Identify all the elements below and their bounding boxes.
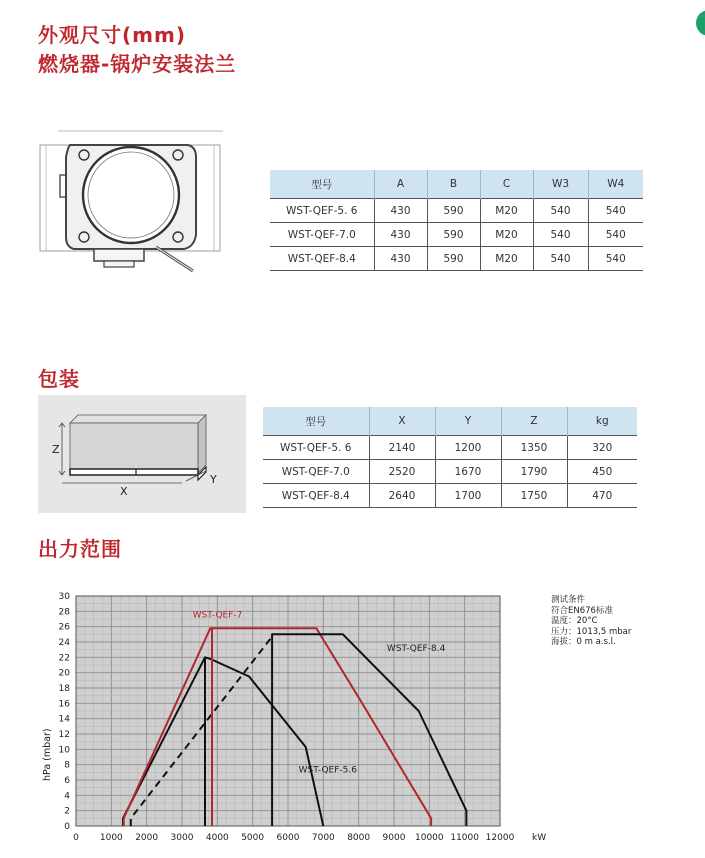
x-tick-label: 8000: [347, 833, 371, 843]
y-tick-label: 18: [58, 684, 70, 694]
col-header-z: Z: [501, 407, 567, 436]
x-tick-label: 9000: [382, 833, 406, 843]
y-tick-label: 24: [58, 638, 70, 648]
dimensions-table: [270, 170, 643, 271]
col-header-model: 型号: [270, 170, 374, 199]
packaging-crate-drawing: [38, 395, 246, 513]
table-cell: WST-QEF-8.4: [263, 484, 369, 508]
table-header-row: [263, 407, 637, 436]
table-cell: 590: [427, 247, 480, 271]
series-label: WST-QEF-5.6: [298, 765, 357, 776]
x-tick-label: 3000: [170, 833, 194, 843]
table-cell: 470: [567, 484, 637, 508]
table-cell: M20: [480, 199, 533, 223]
series-label: WST-QEF-7: [192, 610, 243, 621]
table-cell: WST-QEF-7.0: [263, 460, 369, 484]
table-cell: 2140: [369, 436, 435, 460]
dimension-label-x: X: [120, 485, 128, 498]
x-tick-label: 11000: [450, 833, 479, 843]
y-tick-label: 8: [64, 760, 70, 771]
col-header-kg: kg: [567, 407, 637, 436]
table-cell: 1670: [435, 460, 501, 484]
table-cell: 540: [588, 223, 643, 247]
y-tick-label: 12: [58, 730, 70, 740]
y-tick-label: 30: [58, 592, 70, 602]
col-header-model: 型号: [263, 407, 369, 436]
table-cell: 430: [374, 223, 427, 247]
test-condition-line: 温度：20°C: [551, 616, 598, 626]
col-header-x: X: [369, 407, 435, 436]
x-axis-label: kW: [532, 833, 547, 843]
table-row: [263, 460, 637, 484]
y-tick-label: 20: [58, 668, 70, 679]
output-range-chart: [0, 580, 560, 858]
y-tick-label: 10: [58, 745, 70, 756]
x-tick-label: 4000: [205, 833, 229, 843]
table-cell: 1790: [501, 460, 567, 484]
col-header-y: Y: [435, 407, 501, 436]
table-cell: 540: [588, 199, 643, 223]
table-cell: 1750: [501, 484, 567, 508]
table-cell: 2520: [369, 460, 435, 484]
table-cell: M20: [480, 223, 533, 247]
series-label: WST-QEF-8.4: [386, 644, 446, 655]
table-cell: WST-QEF-8.4: [270, 247, 374, 271]
x-tick-label: 2000: [135, 833, 159, 843]
table-cell: 1200: [435, 436, 501, 460]
table-row: [263, 484, 637, 508]
x-tick-label: 12000: [485, 833, 515, 843]
test-condition-line: 压力：1013,5 mbar: [551, 626, 632, 637]
dimensions-title: 外观尺寸(mm): [38, 23, 186, 47]
table-cell: 2640: [369, 484, 435, 508]
x-tick-label: 0: [73, 833, 79, 843]
x-tick-label: 7000: [311, 833, 335, 843]
y-tick-label: 6: [64, 776, 70, 786]
y-tick-label: 4: [64, 791, 70, 802]
col-header-a: A: [374, 170, 427, 199]
packaging-table: [263, 407, 637, 508]
table-row: [263, 436, 637, 460]
table-row: [270, 223, 643, 247]
table-cell: WST-QEF-5. 6: [263, 436, 369, 460]
y-tick-label: 26: [58, 622, 70, 633]
col-header-b: B: [427, 170, 480, 199]
y-tick-label: 0: [64, 822, 70, 832]
x-tick-label: 5000: [241, 833, 265, 843]
y-axis-label: hPa (mbar): [42, 728, 53, 781]
test-condition-line: 测试条件: [551, 595, 586, 605]
table-header-row: [270, 170, 643, 199]
dimension-label-z: Z: [52, 443, 60, 456]
table-cell: 540: [533, 199, 588, 223]
table-cell: 1350: [501, 436, 567, 460]
y-tick-label: 14: [58, 714, 70, 725]
table-cell: 590: [427, 223, 480, 247]
dimension-label-y: Y: [210, 473, 217, 486]
table-cell: WST-QEF-5. 6: [270, 199, 374, 223]
y-tick-label: 28: [58, 607, 70, 618]
table-cell: 430: [374, 247, 427, 271]
burner-dimension-drawing: [38, 125, 228, 275]
test-condition-line: 海拔：0 m a.s.l.: [551, 637, 616, 647]
table-cell: WST-QEF-7.0: [270, 223, 374, 247]
test-conditions: [551, 595, 631, 648]
col-header-w4: W4: [588, 170, 643, 199]
table-cell: M20: [480, 247, 533, 271]
table-cell: 540: [588, 247, 643, 271]
table-cell: 590: [427, 199, 480, 223]
table-cell: 320: [567, 436, 637, 460]
col-header-c: C: [480, 170, 533, 199]
packaging-title: 包装: [38, 367, 80, 391]
table-cell: 540: [533, 223, 588, 247]
x-tick-label: 1000: [99, 833, 123, 843]
x-tick-label: 10000: [415, 833, 444, 843]
y-tick-label: 16: [58, 699, 70, 710]
table-row: [270, 199, 643, 223]
table-row: [270, 247, 643, 271]
x-tick-label: 6000: [276, 833, 300, 843]
y-tick-label: 2: [64, 806, 70, 817]
brand-mark: [696, 10, 705, 36]
test-condition-line: 符合EN676标准: [551, 605, 613, 616]
output-range-title: 出力范围: [38, 537, 122, 561]
y-tick-label: 22: [58, 653, 70, 664]
table-cell: 430: [374, 199, 427, 223]
table-cell: 540: [533, 247, 588, 271]
table-cell: 450: [567, 460, 637, 484]
table-cell: 1700: [435, 484, 501, 508]
col-header-w3: W3: [533, 170, 588, 199]
flange-title: 燃烧器-锅炉安装法兰: [38, 52, 237, 76]
